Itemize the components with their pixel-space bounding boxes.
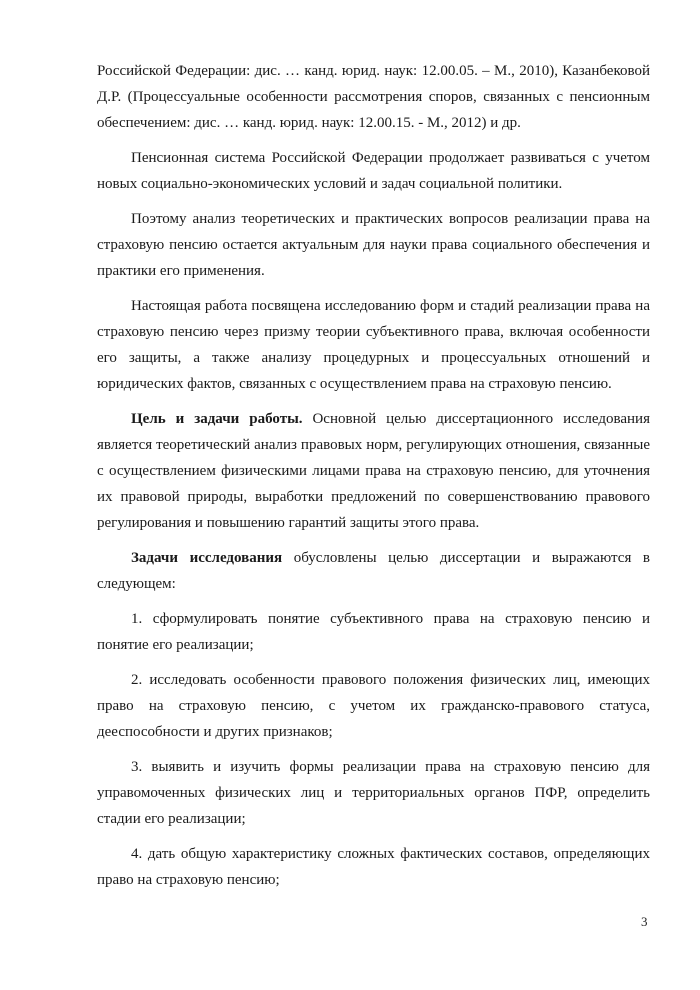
paragraph-continuation: Российской Федерации: дис. … канд. юрид. наук: 12.00.05. – М., 2010), Казанбековой Д.Р. (Процессуальные особенности рассмотрения споров, связанных с пенсионным обеспечением: дис. … канд. юрид. наук: 12.00.15. - М., 2012) и др.	[97, 63, 650, 131]
paragraph-tasks	[97, 545, 650, 597]
list-item: 4. дать общую характеристику сложных фактических составов, определяющих право на страховую пенсию;	[97, 846, 650, 888]
paragraph-goals	[97, 406, 650, 536]
bold-heading-tasks: Задачи исследования	[131, 550, 283, 566]
paragraph: Поэтому анализ теоретических и практических вопросов реализации права на страховую пенсию остается актуальным для науки права социального обеспечения и практики его применения.	[97, 211, 650, 279]
paragraph: Настоящая работа посвящена исследованию форм и стадий реализации права на страховую пенсию через призму теории субъективного права, включая особенности его защиты, а также анализу процедурных и процессуальных отношений и юридических фактов, связанных с осуществлением права на страховую пенсию.	[97, 298, 650, 392]
bold-heading-goals: Цель и задачи работы.	[131, 411, 303, 427]
paragraph-text: обусловлены целью диссертации и выражаются в следующем:	[97, 550, 650, 592]
paragraph-text: Основной целью диссертационного исследования является теоретический анализ правовых норм, регулирующих отношения, связанные с осуществлением физическими лицами права на страховую пенсию, для уточнения их правовой природы, выработки предложений по совершенствованию правового регулирования и повышению гарантий защиты этого права.	[97, 411, 650, 531]
list-item: 3. выявить и изучить формы реализации права на страховую пенсию для управомоченных физических лиц и территориальных органов ПФР, определить стадии его реализации;	[97, 759, 650, 827]
page-number: 3	[641, 914, 648, 929]
list-item: 2. исследовать особенности правового положения физических лиц, имеющих право на страховую пенсию, с учетом их гражданско-правового статуса, дееспособности и других признаков;	[97, 672, 650, 740]
paragraph: Пенсионная система Российской Федерации продолжает развиваться с учетом новых социально-экономических условий и задач социальной политики.	[97, 150, 650, 192]
list-item: 1. сформулировать понятие субъективного права на страховую пенсию и понятие его реализации;	[97, 611, 650, 653]
body-text	[97, 58, 650, 902]
